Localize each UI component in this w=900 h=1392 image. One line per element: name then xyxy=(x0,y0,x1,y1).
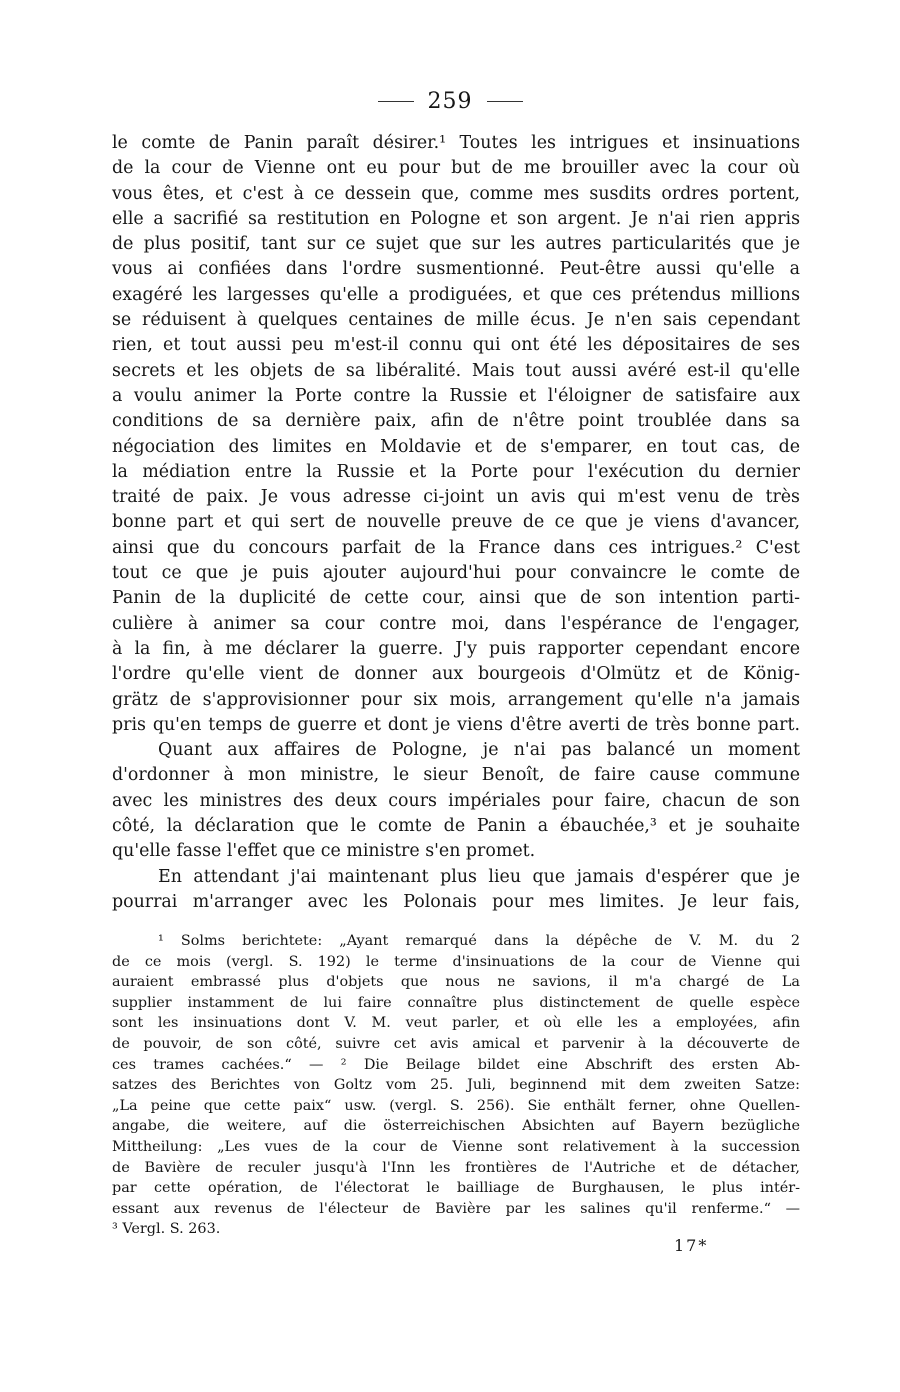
text-line: côté, la déclaration que le comte de Panin a ébauchée,³ et je souhaite xyxy=(112,816,800,837)
text-line: qu'elle fasse l'effet que ce ministre s'en promet. xyxy=(112,841,536,862)
text-line: vous ai confiées dans l'ordre susmentionné. Peut-être aussi qu'elle a xyxy=(112,259,800,280)
sheet-signature: 17* xyxy=(674,1236,709,1255)
text-line: exagéré les largesses qu'elle a prodiguées, et que ces prétendus millions xyxy=(112,284,800,305)
text-line: le comte de Panin paraît désirer.¹ Toutes les intrigues et insinuations xyxy=(112,133,800,153)
text-line: Quant aux affaires de Pologne, je n'ai pas balancé un moment xyxy=(158,740,800,761)
text-line: se réduisent à quelques centaines de mille écus. Je n'en sais cependant xyxy=(112,310,800,331)
footnote-line: auraient embrassé plus d'objets que nous ne savions, il m'a chargé de La xyxy=(112,974,800,991)
page-number: 259 xyxy=(427,88,473,114)
text-line: négociation des limites en Moldavie et de s'emparer, en tout cas, de xyxy=(112,436,800,457)
footnote-line: angabe, die weitere, auf die österreichischen Absichten auf Bayern bezügliche xyxy=(112,1118,800,1135)
text-line: la médiation entre la Russie et la Porte pour l'exécution du dernier xyxy=(112,461,800,482)
paragraph-2 xyxy=(112,738,800,864)
footnote-line: essant aux revenus de l'électeur de Bavière par les salines qu'il renferme.“ — xyxy=(112,1200,800,1217)
footnote-line: sont les insinuations dont V. M. veut parler, et où elle les a employées, afin xyxy=(112,1015,800,1032)
page-header xyxy=(0,86,900,116)
footnote-line: „La peine que cette paix“ usw. (vergl. S. 256). Sie enthält ferner, ohne Quellen- xyxy=(112,1097,800,1114)
text-line: d'ordonner à mon ministre, le sieur Benoît, de faire cause commune xyxy=(112,765,800,786)
footnote-line: ³ Vergl. S. 263. xyxy=(112,1221,221,1238)
footnote-line: de pouvoir, de son côté, suivre cet avis amical et parvenir à la découverte de xyxy=(112,1035,800,1052)
text-line: a voulu animer la Porte contre la Russie et l'éloigner de satisfaire aux xyxy=(112,385,800,406)
text-line: traité de paix. Je vous adresse ci-joint un avis qui m'est venu de très xyxy=(112,487,800,508)
text-line: vous êtes, et c'est à ce dessein que, comme mes susdits ordres portent, xyxy=(112,183,800,204)
main-text xyxy=(112,131,800,915)
text-line: ainsi que du concours parfait de la France dans ces intrigues.² C'est xyxy=(112,537,800,558)
text-line: secrets et les objets de sa libéralité. Mais tout aussi avéré est-il qu'elle xyxy=(112,360,800,381)
header-rule-right xyxy=(487,101,523,102)
text-line: culière à animer sa cour contre moi, dans l'espérance de l'engager, xyxy=(112,613,800,634)
footnote-line: de ce mois (vergl. S. 192) le terme d'insinuations de la cour de Vienne qui xyxy=(112,953,800,970)
text-line: de la cour de Vienne ont eu pour but de me brouiller avec la cour où xyxy=(112,158,800,179)
header-rule-left xyxy=(378,101,414,102)
text-line: bonne part et qui sert de nouvelle preuve de ce que je viens d'avancer, xyxy=(112,512,800,533)
footnote-line: Mittheilung: „Les vues de la cour de Vienne sont relativement à la succession xyxy=(112,1138,800,1155)
text-line: rien, et tout aussi peu m'est-il connu qui ont été les dépositaires de ses xyxy=(112,335,800,356)
text-line: de plus positif, tant sur ce sujet que sur les autres particularités que je xyxy=(112,234,800,255)
footnote-line: de Bavière de reculer jusqu'à l'Inn les frontières de l'Autriche et de détacher, xyxy=(112,1159,800,1176)
text-line: elle a sacrifié sa restitution en Pologne et son argent. Je n'ai rien appris xyxy=(112,208,800,229)
text-line: pourrai m'arranger avec les Polonais pour mes limites. Je leur fais, xyxy=(112,891,800,912)
paragraph-3 xyxy=(112,865,800,916)
text-line: Panin de la duplicité de cette cour, ainsi que de son intention parti- xyxy=(112,588,800,609)
text-line: à la fin, à me déclarer la guerre. J'y puis rapporter cependant encore xyxy=(112,638,800,659)
footnote-line: supplier instamment de lui faire connaître plus distinctement de quelle espèce xyxy=(112,994,800,1011)
footnote-line: ¹ Solms berichtete: „Ayant remarqué dans la dépêche de V. M. du 2 xyxy=(158,933,800,949)
text-line: conditions de sa dernière paix, afin de n'être point troublée dans sa xyxy=(112,411,800,432)
footnotes xyxy=(112,931,800,1240)
footnote-line: ces trames cachées.“ — ² Die Beilage bildet eine Abschrift des ersten Ab- xyxy=(112,1056,800,1073)
footnote-line: par cette opération, de l'électorat le bailliage de Burghausen, le plus intér- xyxy=(112,1180,800,1197)
footnote-line: satzes des Berichtes von Goltz vom 25. Juli, beginnend mit dem zweiten Satze: xyxy=(112,1077,800,1094)
text-line: pris qu'en temps de guerre et dont je viens d'être averti de très bonne part. xyxy=(112,714,800,735)
text-line: l'ordre qu'elle vient de donner aux bourgeois d'Olmütz et de König- xyxy=(112,664,800,685)
text-line: avec les ministres des deux cours impériales pour faire, chacun de son xyxy=(112,790,800,811)
text-line: tout ce que je puis ajouter aujourd'hui pour convaincre le comte de xyxy=(112,563,800,584)
paragraph-1 xyxy=(112,131,800,738)
text-line: En attendant j'ai maintenant plus lieu que jamais d'espérer que je xyxy=(158,866,800,887)
text-line: grätz de s'approvisionner pour six mois, arrangement qu'elle n'a jamais xyxy=(112,689,800,710)
